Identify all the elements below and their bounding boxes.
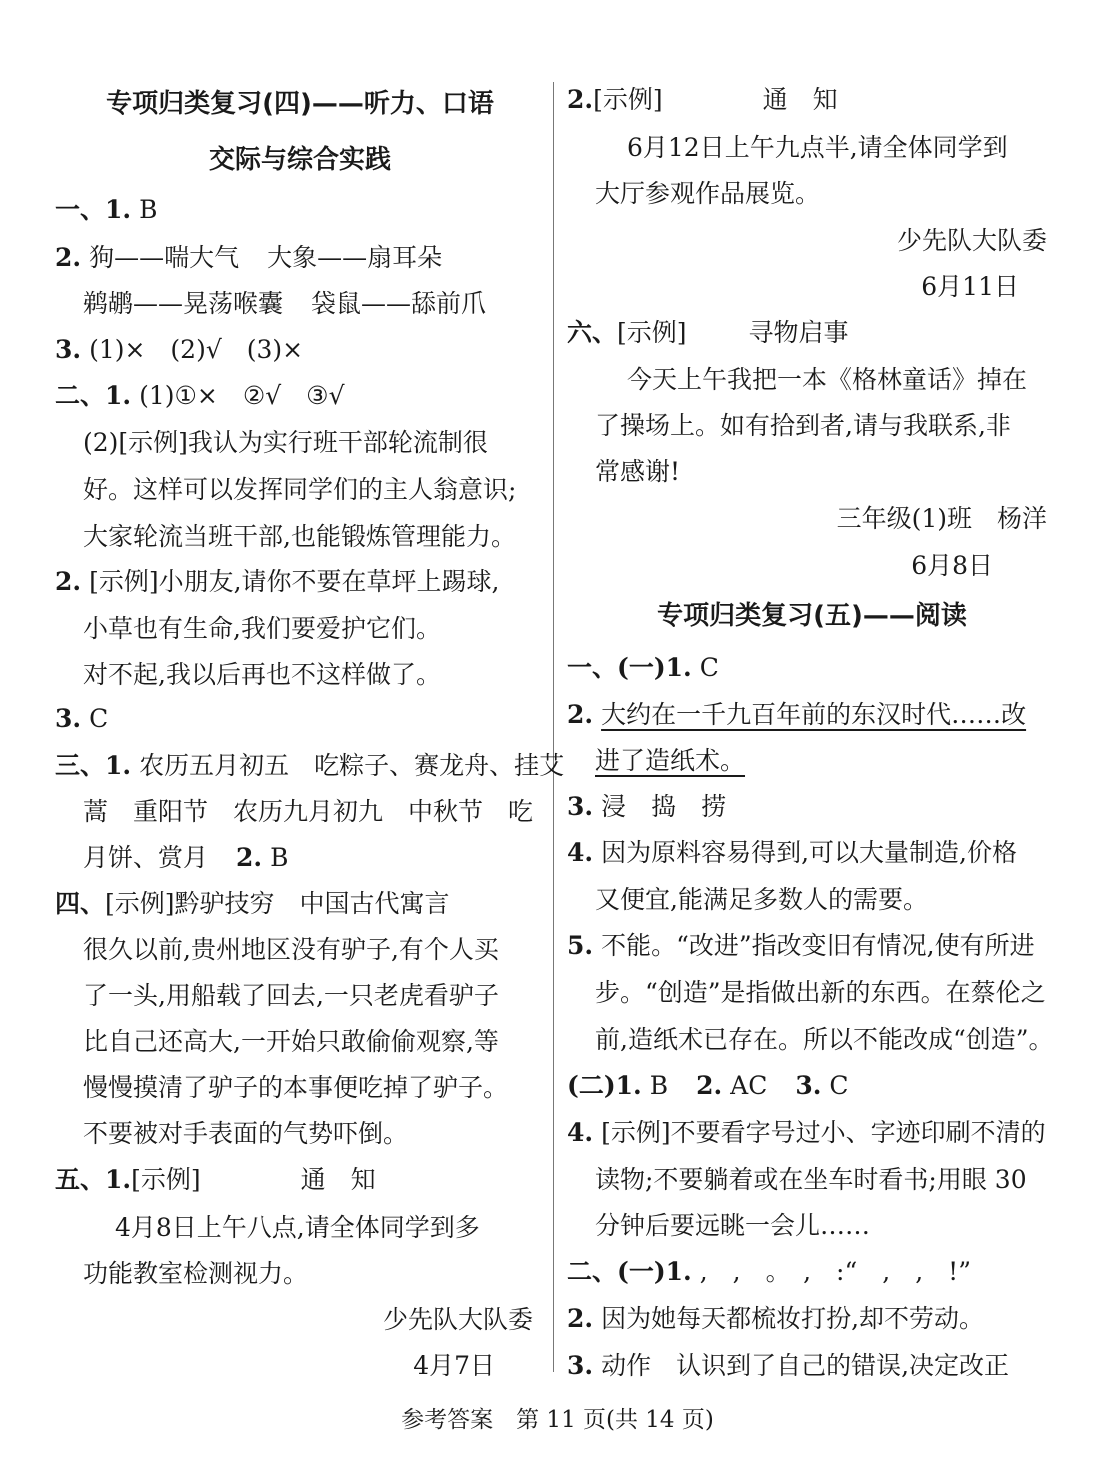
notice-2-date: 6月11日	[921, 272, 1019, 301]
column-divider	[553, 82, 554, 1372]
section-heading-5: 专项归类复习(五)——阅读	[657, 601, 967, 631]
answer-2-1-2-cont: 好。这样可以发挥同学们的主人翁意识;	[83, 475, 517, 504]
notice-2-body-1: 6月12日上午九点半,请全体同学到	[627, 133, 1008, 162]
lost-notice-body-1: 今天上午我把一本《格林童话》掉在	[627, 365, 1028, 394]
reading-1-5: 5. 不能。“改进”指改变旧有情况,使有所进	[567, 931, 1035, 960]
notice-body-1: 4月8日上午八点,请全体同学到多	[115, 1213, 480, 1242]
answer-1-3: 3. (1)× (2)√ (3)×	[55, 335, 304, 364]
reading-2-4: 4. [示例]不要看字号过小、字迹印刷不清的	[567, 1118, 1046, 1147]
lost-notice-body-3: 常感谢!	[595, 457, 681, 486]
lost-notice-body-2: 了操场上。如有拾到者,请与我联系,非	[595, 411, 1011, 440]
reading-b-3: 3. 动作 认识到了自己的错误,决定改正	[567, 1351, 1010, 1380]
reading-1-5-cont: 步。“创造”是指做出新的东西。在蔡伦之	[595, 978, 1046, 1007]
reading-2-4-cont2: 分钟后要远眺一会儿……	[595, 1211, 871, 1240]
answer-1-1: 一、1. B	[55, 195, 158, 224]
notice-body-2: 功能教室检测视力。	[83, 1259, 309, 1288]
answer-2-1-2-cont2: 大家轮流当班干部,也能锻炼管理能力。	[83, 522, 516, 551]
answer-4-line-5: 慢慢摸清了驴子的本事便吃掉了驴子。	[83, 1073, 509, 1102]
notice-2-signature: 少先队大队委	[896, 226, 1047, 255]
reading-2-1-3: (二)1. B 2. AC 3. C	[567, 1071, 849, 1100]
reading-b-1: 二、(一)1. , , 。 , :“ , , !”	[567, 1257, 971, 1286]
answer-1-2: 2. 狗——喘大气 大象——扇耳朵	[55, 243, 443, 272]
notice-signature: 少先队大队委	[382, 1305, 533, 1334]
answer-4-line-2: 很久以前,贵州地区没有驴子,有个人买	[83, 935, 499, 964]
answer-2-2-cont: 小草也有生命,我们要爱护它们。	[83, 614, 441, 643]
answer-6: 六、[示例] 寻物启事	[567, 318, 849, 347]
reading-2-4-cont: 读物;不要躺着或在坐车时看书;用眼 30	[595, 1165, 1027, 1194]
answer-2-1: 二、1. (1)①× ②√ ③√	[55, 381, 345, 410]
reading-1-4-cont: 又便宜,能满足多数人的需要。	[595, 885, 928, 914]
answer-5-2: 2.[示例] 通 知	[567, 85, 838, 114]
reading-b-2: 2. 因为她每天都梳妆打扮,却不劳动。	[567, 1304, 985, 1333]
reading-1-3: 3. 浸 捣 捞	[567, 792, 727, 821]
reading-1-2-cont: 进了造纸术。	[595, 746, 746, 775]
lost-notice-signature: 三年级(1)班 杨洋	[836, 504, 1047, 533]
answer-2-3: 3. C	[55, 704, 109, 733]
answer-4: 四、[示例]黔驴技穷 中国古代寓言	[55, 889, 450, 918]
answer-4-line-4: 比自己还高大,一开始只敢偷偷观察,等	[83, 1027, 499, 1056]
reading-1-2: 2. 大约在一千九百年前的东汉时代……改	[567, 700, 1027, 729]
answer-2-2-cont2: 对不起,我以后再也不这样做了。	[83, 660, 441, 689]
reading-1-5-cont2: 前,造纸术已存在。所以不能改成“创造”。	[595, 1025, 1054, 1054]
answer-3-1: 三、1. 农历五月初五 吃粽子、赛龙舟、挂艾	[55, 751, 565, 780]
lost-notice-date: 6月8日	[911, 551, 993, 580]
notice-2-body-2: 大厅参观作品展览。	[595, 179, 821, 208]
answer-4-line-3: 了一头,用船载了回去,一只老虎看驴子	[83, 981, 499, 1010]
answer-3-1-cont: 蒿 重阳节 农历九月初九 中秋节 吃	[83, 797, 534, 826]
answer-2-1-2: (2)[示例]我认为实行班干部轮流制很	[83, 428, 488, 457]
section-heading-4: 专项归类复习(四)——听力、口语	[106, 89, 494, 119]
page-footer: 参考答案 第 11 页(共 14 页)	[401, 1407, 714, 1433]
answer-4-line-6: 不要被对手表面的气势吓倒。	[83, 1119, 409, 1148]
answer-2-2: 2. [示例]小朋友,请你不要在草坪上踢球,	[55, 567, 500, 596]
answer-3-2: 月饼、赏月 2. B	[83, 843, 289, 872]
reading-1-1: 一、(一)1. C	[567, 653, 719, 682]
reading-1-4: 4. 因为原料容易得到,可以大量制造,价格	[567, 838, 1017, 867]
answer-5-1: 五、1.[示例] 通 知	[55, 1165, 376, 1194]
notice-date: 4月7日	[413, 1351, 495, 1380]
section-heading-4-cont: 交际与综合实践	[208, 145, 391, 175]
answer-1-2-cont: 鹈鹕——晃荡喉囊 袋鼠——舔前爪	[83, 289, 487, 318]
